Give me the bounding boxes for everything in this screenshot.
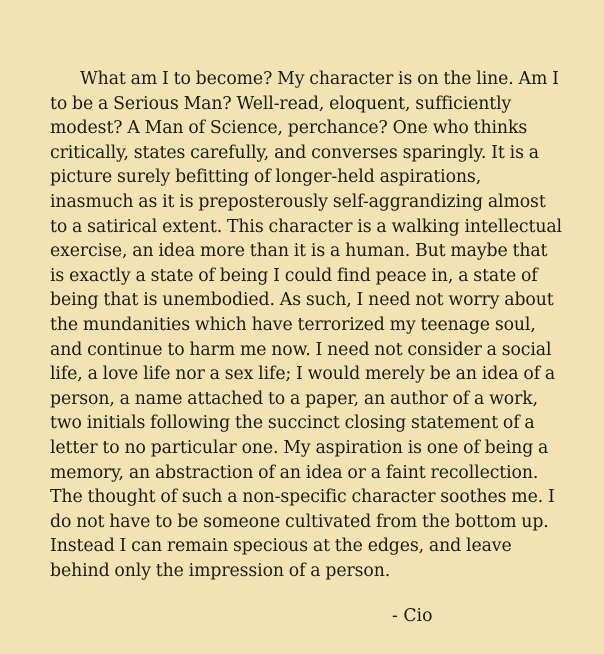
signature: - Cio xyxy=(392,606,433,626)
body-paragraph: What am I to become? My character is on the line. Am I to be a Serious Man? Well-read, eloquent, sufficiently modest? A Man of Science, perchance? One who thinks critically, states carefully, and converses sparingly. It is a picture surely befitting of longer-held aspirations, inasmuch as it is preposterously self-aggrandizing almost to a satirical extent. This character is a walking intellectual exercise, an idea more than it is a human. But maybe that is exactly a state of being I could find peace in, a state of being that is unembodied. As such, I need not worry about the mundanities which have terrorized my teenage soul, and continue to harm me now. I need not consider a social life, a love life nor a sex life; I would merely be an idea of a person, a name attached to a paper, an author of a work, two initials following the succinct closing statement of a letter to no particular one. My aspiration is one of being a memory, an abstraction of an idea or a faint recollection. The thought of such a non-specific character soothes me. I do not have to be someone cultivated from the bottom up. Instead I can remain specious at the edges, and leave behind only the impression of a person. xyxy=(50,69,562,581)
